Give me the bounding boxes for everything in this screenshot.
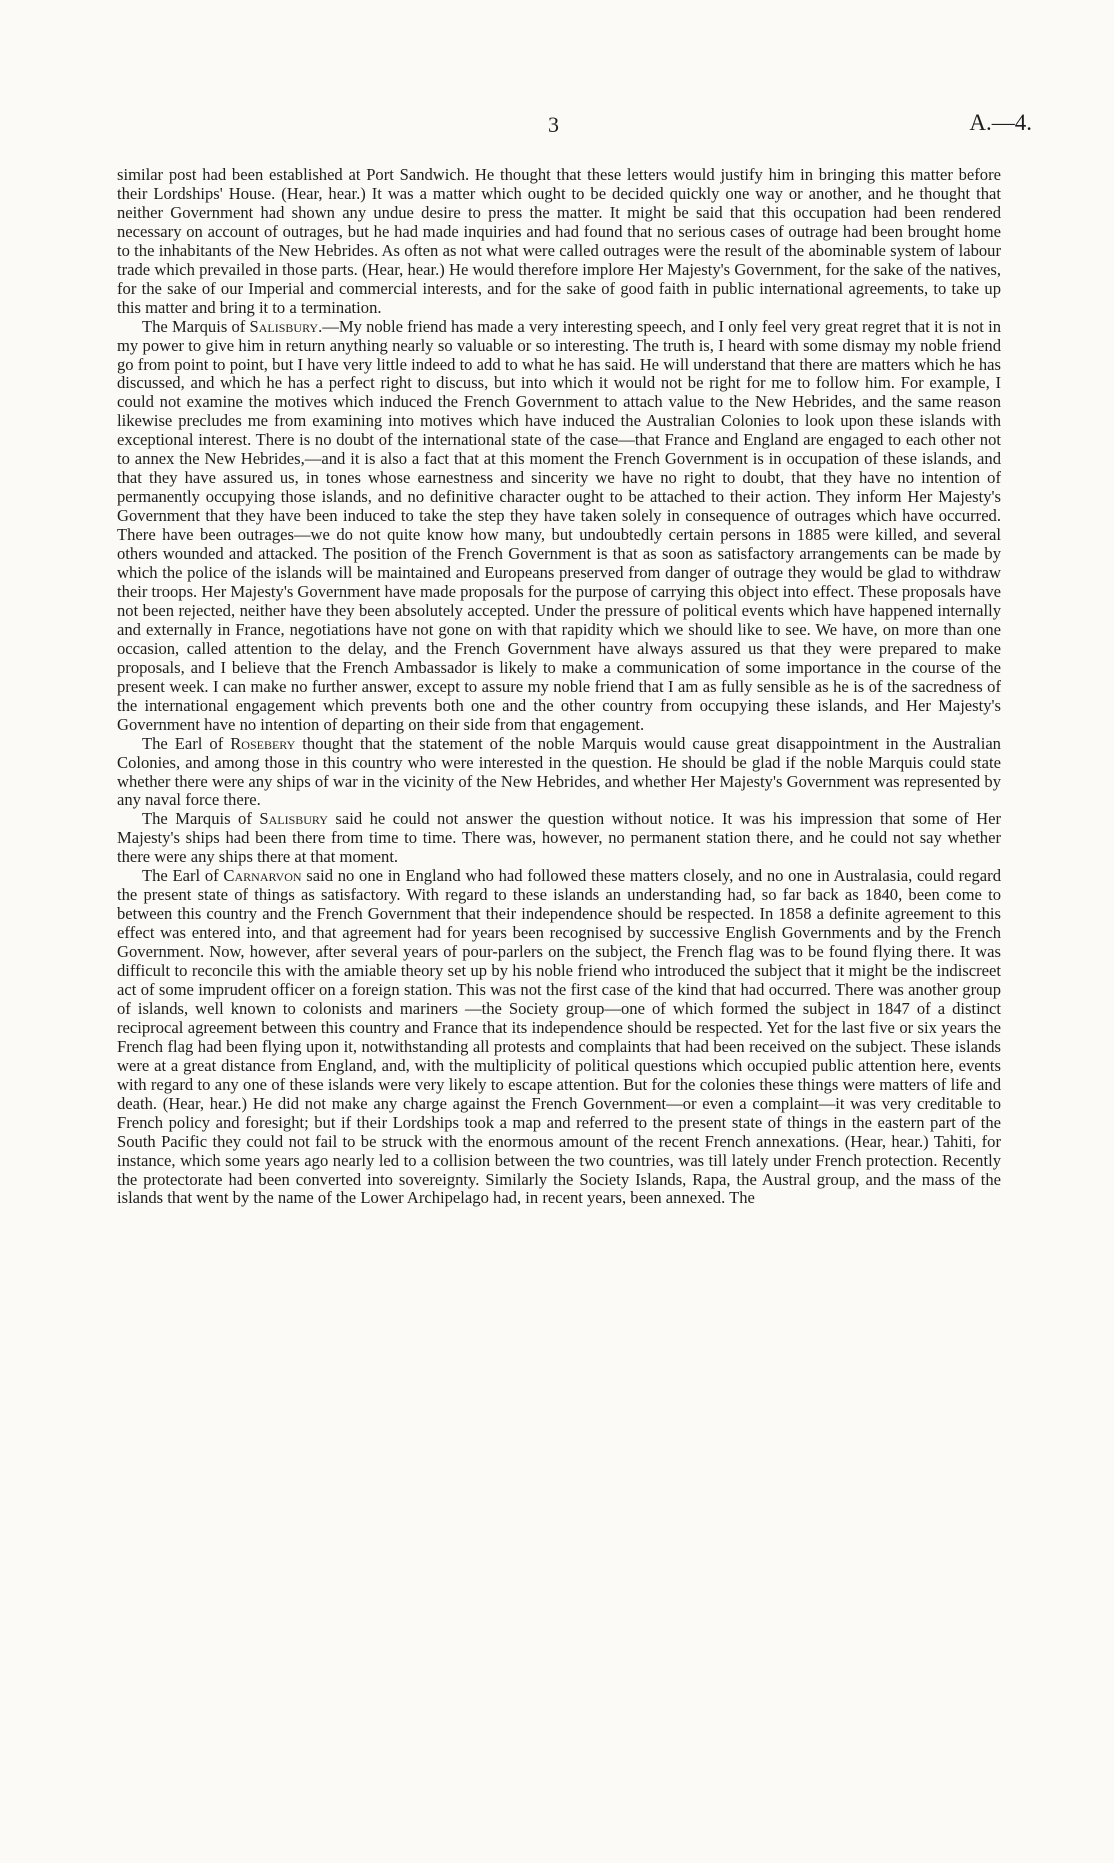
speech-text: said no one in England who had followed these matters closely, and no one in Australasia, could regard the present state of things as satisfactory. With regard to these islands an understanding had, so far back as 1840, been come to between this country and the French Government that their independence should be respected. In 1858 a definite agreement to this effect was entered into, and that agreement had for years been recognised by successive English Governments and by the French Government. Now, however, after several years of pour-parlers on the subject, the French flag was to be found flying there. It was difficult to reconcile this with the amiable theory set up by his noble friend who introduced the subject that it might be the indiscreet act of some imprudent officer on a foreign station. This was not the first case of the kind that had occurred. There was another group of islands, well known to colonists and mariners —the Society group—one of which formed the subject in 1847 of a distinct reciprocal agreement between this country and France that its independence should be respected. Yet for the last five or six years the French flag had been flying upon it, notwithstanding all protests and complaints that had been received on the subject. These islands were at a great distance from England, and, with the multiplicity of political questions which occupied public attention here, events with regard to any one of these islands were very likely to escape attention. But for the colonies these things were matters of life and death. (Hear, hear.) He did not make any charge against the French Government—or even a complaint—it was very creditable to French policy and foresight; but if their Lordships took a map and referred to the present state of things in the eastern part of the South Pacific they could not fail to be struck with the enormous amount of the recent French annexations. (Hear, hear.) Tahiti, for instance, which some years ago nearly led to a collision between the two countries, was till lately under French protection. Recently the protectorate had been converted into sovereignty. Similarly the Society Islands, Rapa, the Austral group, and the mass of the islands that went by the name of the Lower Archipelago had, in recent years, been annexed. The bbox=[117, 866, 1001, 1208]
paragraph bbox=[117, 867, 1001, 1208]
paragraph bbox=[117, 735, 1001, 811]
speaker-prefix: The Earl of bbox=[142, 866, 224, 886]
speaker-name: Rosebery bbox=[230, 733, 296, 753]
paragraph bbox=[117, 318, 1001, 735]
speaker-name: Carnarvon bbox=[223, 866, 302, 886]
speaker-name: Salisbury bbox=[259, 809, 328, 829]
document-reference: A.—4. bbox=[969, 110, 1032, 135]
paragraph bbox=[117, 810, 1001, 867]
paragraph: similar post had been established at Port Sandwich. He thought that these letters would justify him in bringing this matter before their Lordships' House. (Hear, hear.) It was a matter which ought to be decided quickly one way or another, and he thought that neither Government had shown any undue desire to press the matter. It might be said that this occupation had been rendered necessary on account of outrages, but he had made inquiries and had found that no serious cases of outrage had been brought home to the inhabitants of the New Hebrides. As often as not what were called outrages were the result of the abominable system of labour trade which prevailed in those parts. (Hear, hear.) He would therefore implore Her Majesty's Government, for the sake of the natives, for the sake of our Imperial and commercial interests, and for the sake of good faith in public international agreements, to take up this matter and bring it to a termination. bbox=[117, 165, 1001, 317]
speech-text: .—My noble friend has made a very interesting speech, and I only feel very great regret that it is not in my power to give him in return anything nearly so valuable or so interesting. The truth is, I heard with some dismay my noble friend go from point to point, but I have very little indeed to add to what he has said. He will understand that there are matters which he has discussed, and which he has a perfect right to discuss, but into which it would not be right for me to follow him. For example, I could not examine the motives which induced the French Government to attach value to the New Hebrides, and the same reason likewise precludes me from examining into motives which have induced the Australian Colonies to look upon these islands with exceptional interest. There is no doubt of the international state of the case—that France and England are engaged to each other not to annex the New Hebrides,—and it is also a fact that at this moment the French Government is in occupation of these islands, and that they have assured us, in tones whose earnestness and sincerity we have no right to doubt, that they have no intention of permanently occupying those islands, and no definitive character ought to be attached to their action. They inform Her Majesty's Government that they have been induced to take the step they have taken solely in consequence of outrages which have occurred. There have been outrages—we do not quite know how many, but undoubtedly certain persons in 1885 were killed, and several others wounded and attacked. The position of the French Government is that as soon as satisfactory arrangements can be made by which the police of the islands will be maintained and Europeans preserved from danger of outrage they would be glad to withdraw their troops. Her Majesty's Government have made proposals for the purpose of carrying this object into effect. These proposals have not been rejected, neither have they been absolutely accepted. Under the pressure of political events which have happened internally and externally in France, negotiations have not gone on with that rapidity which we should like to see. We have, on more than one occasion, called attention to the delay, and the French Government have always assured us that they were prepared to make proposals, and I believe that the French Ambassador is likely to make a communication of some importance in the course of the present week. I can make no further answer, except to assure my noble friend that I am as fully sensible as he is of the sacredness of the international engagement which prevents both one and the other country from occupying these islands, and Her Majesty's Government have no intention of departing on their side from that engagement. bbox=[117, 316, 1001, 734]
body-text bbox=[117, 166, 1001, 1208]
page-number: 3 bbox=[548, 112, 559, 137]
speech-text: said he could not answer the question without notice. It was his impression that some of Her Majesty's ships had been there from time to time. There was, however, no permanent station there, and he could not say whether there were any ships there at that moment. bbox=[117, 809, 1001, 867]
speaker-prefix: The Marquis of bbox=[142, 809, 260, 829]
speaker-name: Salisbury bbox=[249, 316, 319, 336]
speaker-prefix: The Marquis of bbox=[142, 316, 250, 336]
speech-text: thought that the statement of the noble Marquis would cause great disappointment in the Australian Colonies, and among those in this country who were interested in the question. He should be glad if the noble Marquis could state whether there were any ships of war in the vicinity of the New Hebrides, and whether Her Majesty's Government was represented by any naval force there. bbox=[117, 733, 1001, 810]
speaker-prefix: The Earl of bbox=[142, 733, 231, 753]
